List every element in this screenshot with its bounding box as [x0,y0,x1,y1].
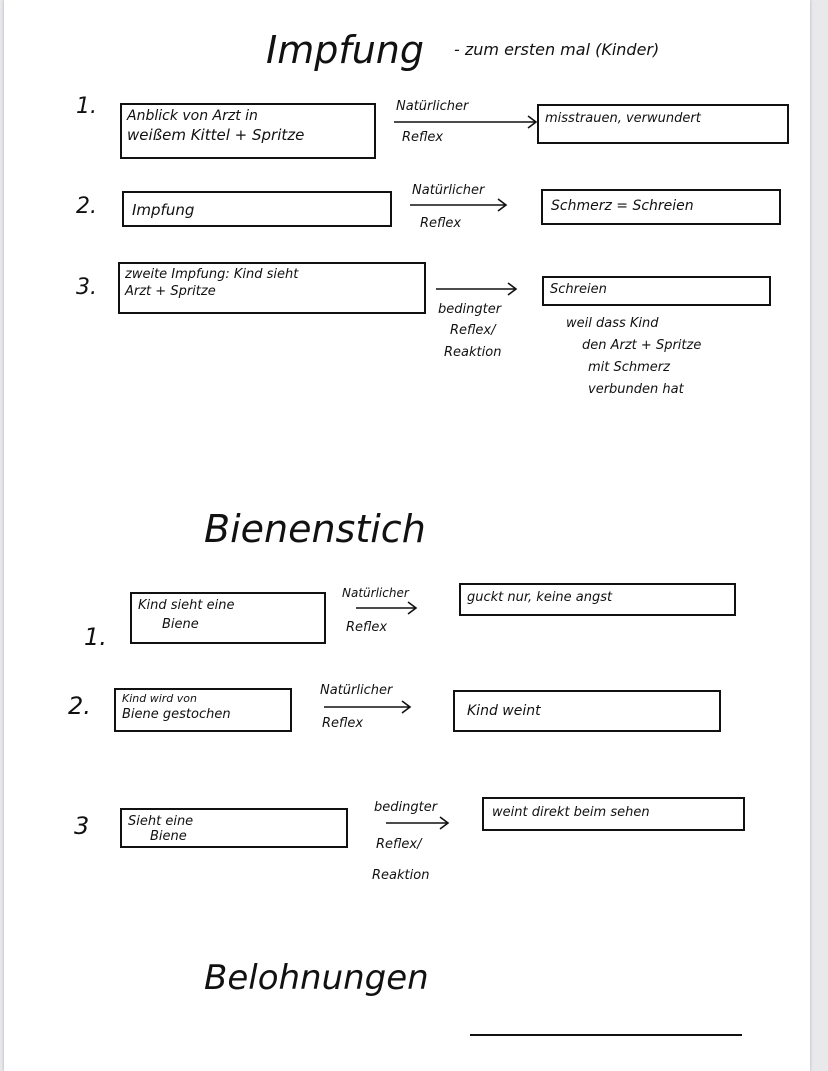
stimulus-box [118,262,426,314]
underline-divider [470,1034,742,1036]
stimulus-text: weißem Kittel + Spritze [127,126,305,144]
arrow-icon [408,198,512,212]
arrow-label-top: Natürlicher [320,683,393,698]
stimulus-text: Arzt + Spritze [125,284,216,299]
stimulus-box [120,808,348,848]
response-text: Schmerz = Schreien [551,198,694,214]
stimulus-text: Biene gestochen [122,707,231,722]
note-text: verbunden hat [588,382,684,397]
row-number: 3. [76,275,97,300]
stimulus-box [114,688,292,732]
response-text: misstrauen, verwundert [545,111,701,126]
response-box [541,189,781,225]
arrow-icon [434,282,524,296]
section1-subtitle: - zum ersten mal (Kinder) [454,40,660,59]
stimulus-text: Kind sieht eine [138,598,235,613]
response-text: guckt nur, keine angst [467,590,613,605]
stimulus-text: Impfung [132,201,195,219]
response-text: Schreien [550,282,607,297]
stimulus-text: Sieht eine [128,814,194,829]
arrow-icon [322,700,418,714]
row-number: 1. [76,94,97,119]
arrow-label-bottom: Reflex [420,216,462,231]
stimulus-box [122,191,392,227]
note-text: mit Schmerz [588,360,670,375]
section2-title: Bienenstich [204,507,426,551]
row-number: 1. [84,623,107,651]
arrow-label-bottom: bedingter [438,302,502,317]
arrow-icon [392,115,542,129]
stimulus-text: Kind wird von [122,692,197,705]
stimulus-text: Biene [162,617,199,632]
stimulus-box [120,103,376,159]
stimulus-text: Anblick von Arzt in [127,108,258,124]
arrow-label-bottom: Reflex [402,130,444,145]
response-box [459,583,736,616]
arrow-label-bottom: Reflex [322,716,364,731]
stimulus-text: Biene [150,829,187,844]
response-box [542,276,771,306]
section1-title: Impfung [266,28,425,72]
arrow-label-bottom: Reaktion [444,345,502,360]
arrow-label-top: Natürlicher [396,99,469,114]
row-number: 2. [68,692,91,720]
arrow-label-top: bedingter [374,800,438,815]
response-box [537,104,789,144]
arrow-label-bottom: Reflex [346,620,388,635]
arrow-label-bottom: Reflex/ [376,837,422,852]
stimulus-text: zweite Impfung: Kind sieht [125,267,299,282]
notebook-page [4,0,810,1071]
response-box [482,797,745,831]
row-number: 3 [74,812,90,840]
note-text: weil dass Kind [566,316,659,331]
section3-title: Belohnungen [204,958,429,998]
row-number: 2. [76,194,97,219]
arrow-label-top: Natürlicher [412,183,485,198]
response-box [453,690,721,732]
arrow-label-top: Natürlicher [342,586,409,600]
response-text: weint direkt beim sehen [492,805,650,820]
arrow-label-bottom: Reaktion [372,868,430,883]
note-text: den Arzt + Spritze [582,338,702,353]
arrow-icon [354,601,424,615]
arrow-label-bottom: Reflex/ [450,323,496,338]
arrow-icon [384,816,456,830]
stimulus-box [130,592,326,644]
response-text: Kind weint [467,703,541,719]
